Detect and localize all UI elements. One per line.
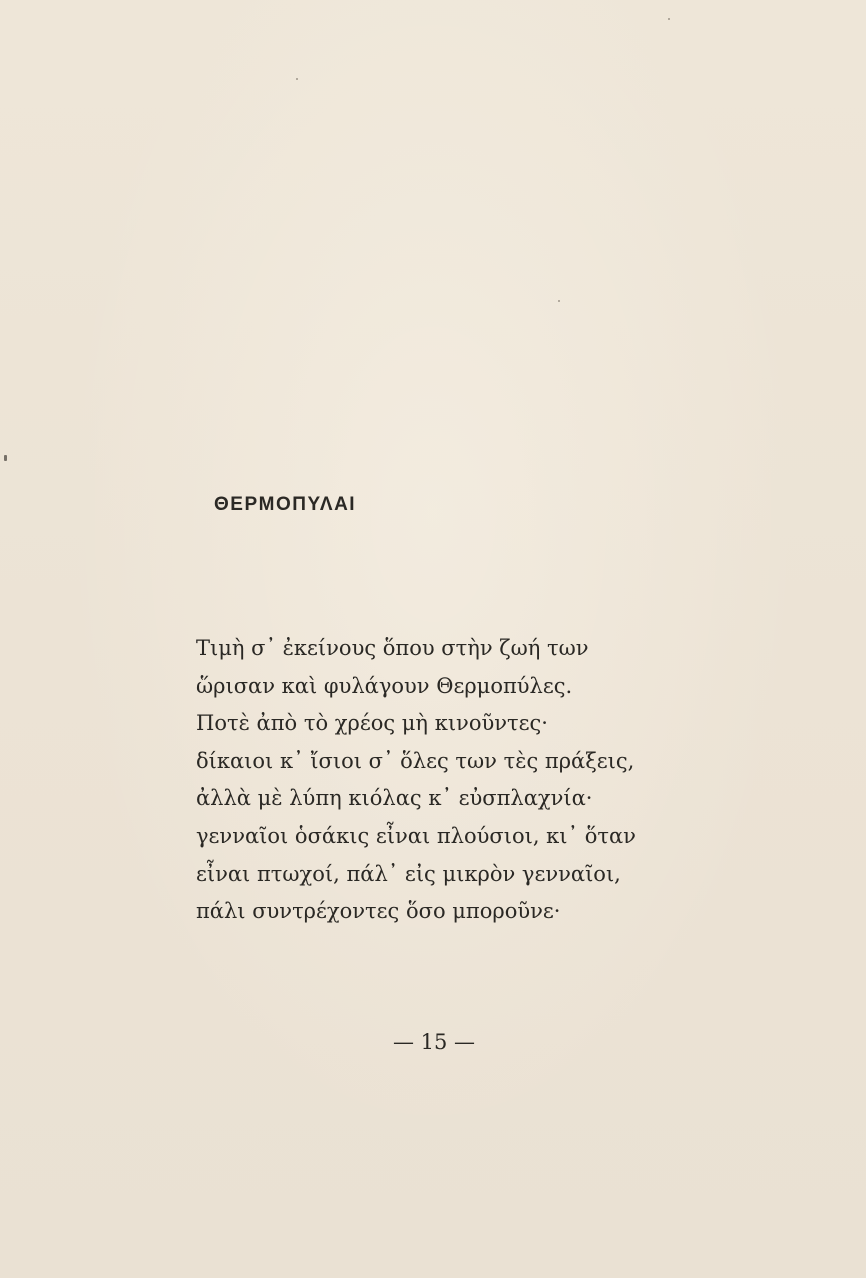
paper-speck [668, 18, 670, 20]
poem-line: πάλι συντρέχοντες ὅσο μποροῦνε· [196, 899, 561, 924]
poem-line: δίκαιοι κ᾽ ἴσιοι σ᾽ ὅλες των τὲς πράξεις, [196, 748, 635, 773]
poem-line: γενναῖοι ὁσάκις εἶναι πλούσιοι, κι᾽ ὅταν [196, 823, 636, 848]
poem-line: ἀλλὰ μὲ λύπη κιόλας κ᾽ εὐσπλαχνία· [196, 786, 593, 811]
poem-line: Ποτὲ ἀπὸ τὸ χρέος μὴ κινοῦντες· [196, 711, 548, 736]
poem-title: ΘΕΡΜΟΠΥΛΑΙ [214, 494, 357, 515]
poem-body [196, 630, 756, 931]
poem-line: ὥρισαν καὶ φυλάγουν Θερμοπύλες. [196, 673, 573, 698]
poem-line: Τιμὴ σ᾽ ἐκείνους ὅπου στὴν ζωή των [196, 636, 589, 660]
page-number: — 15 — [392, 1030, 476, 1054]
paper-speck [4, 455, 7, 461]
paper-speck [558, 300, 560, 302]
paper-speck [296, 78, 298, 80]
poem-line: εἶναι πτωχοί, πάλ᾽ εἰς μικρὸν γενναῖοι, [196, 861, 621, 886]
